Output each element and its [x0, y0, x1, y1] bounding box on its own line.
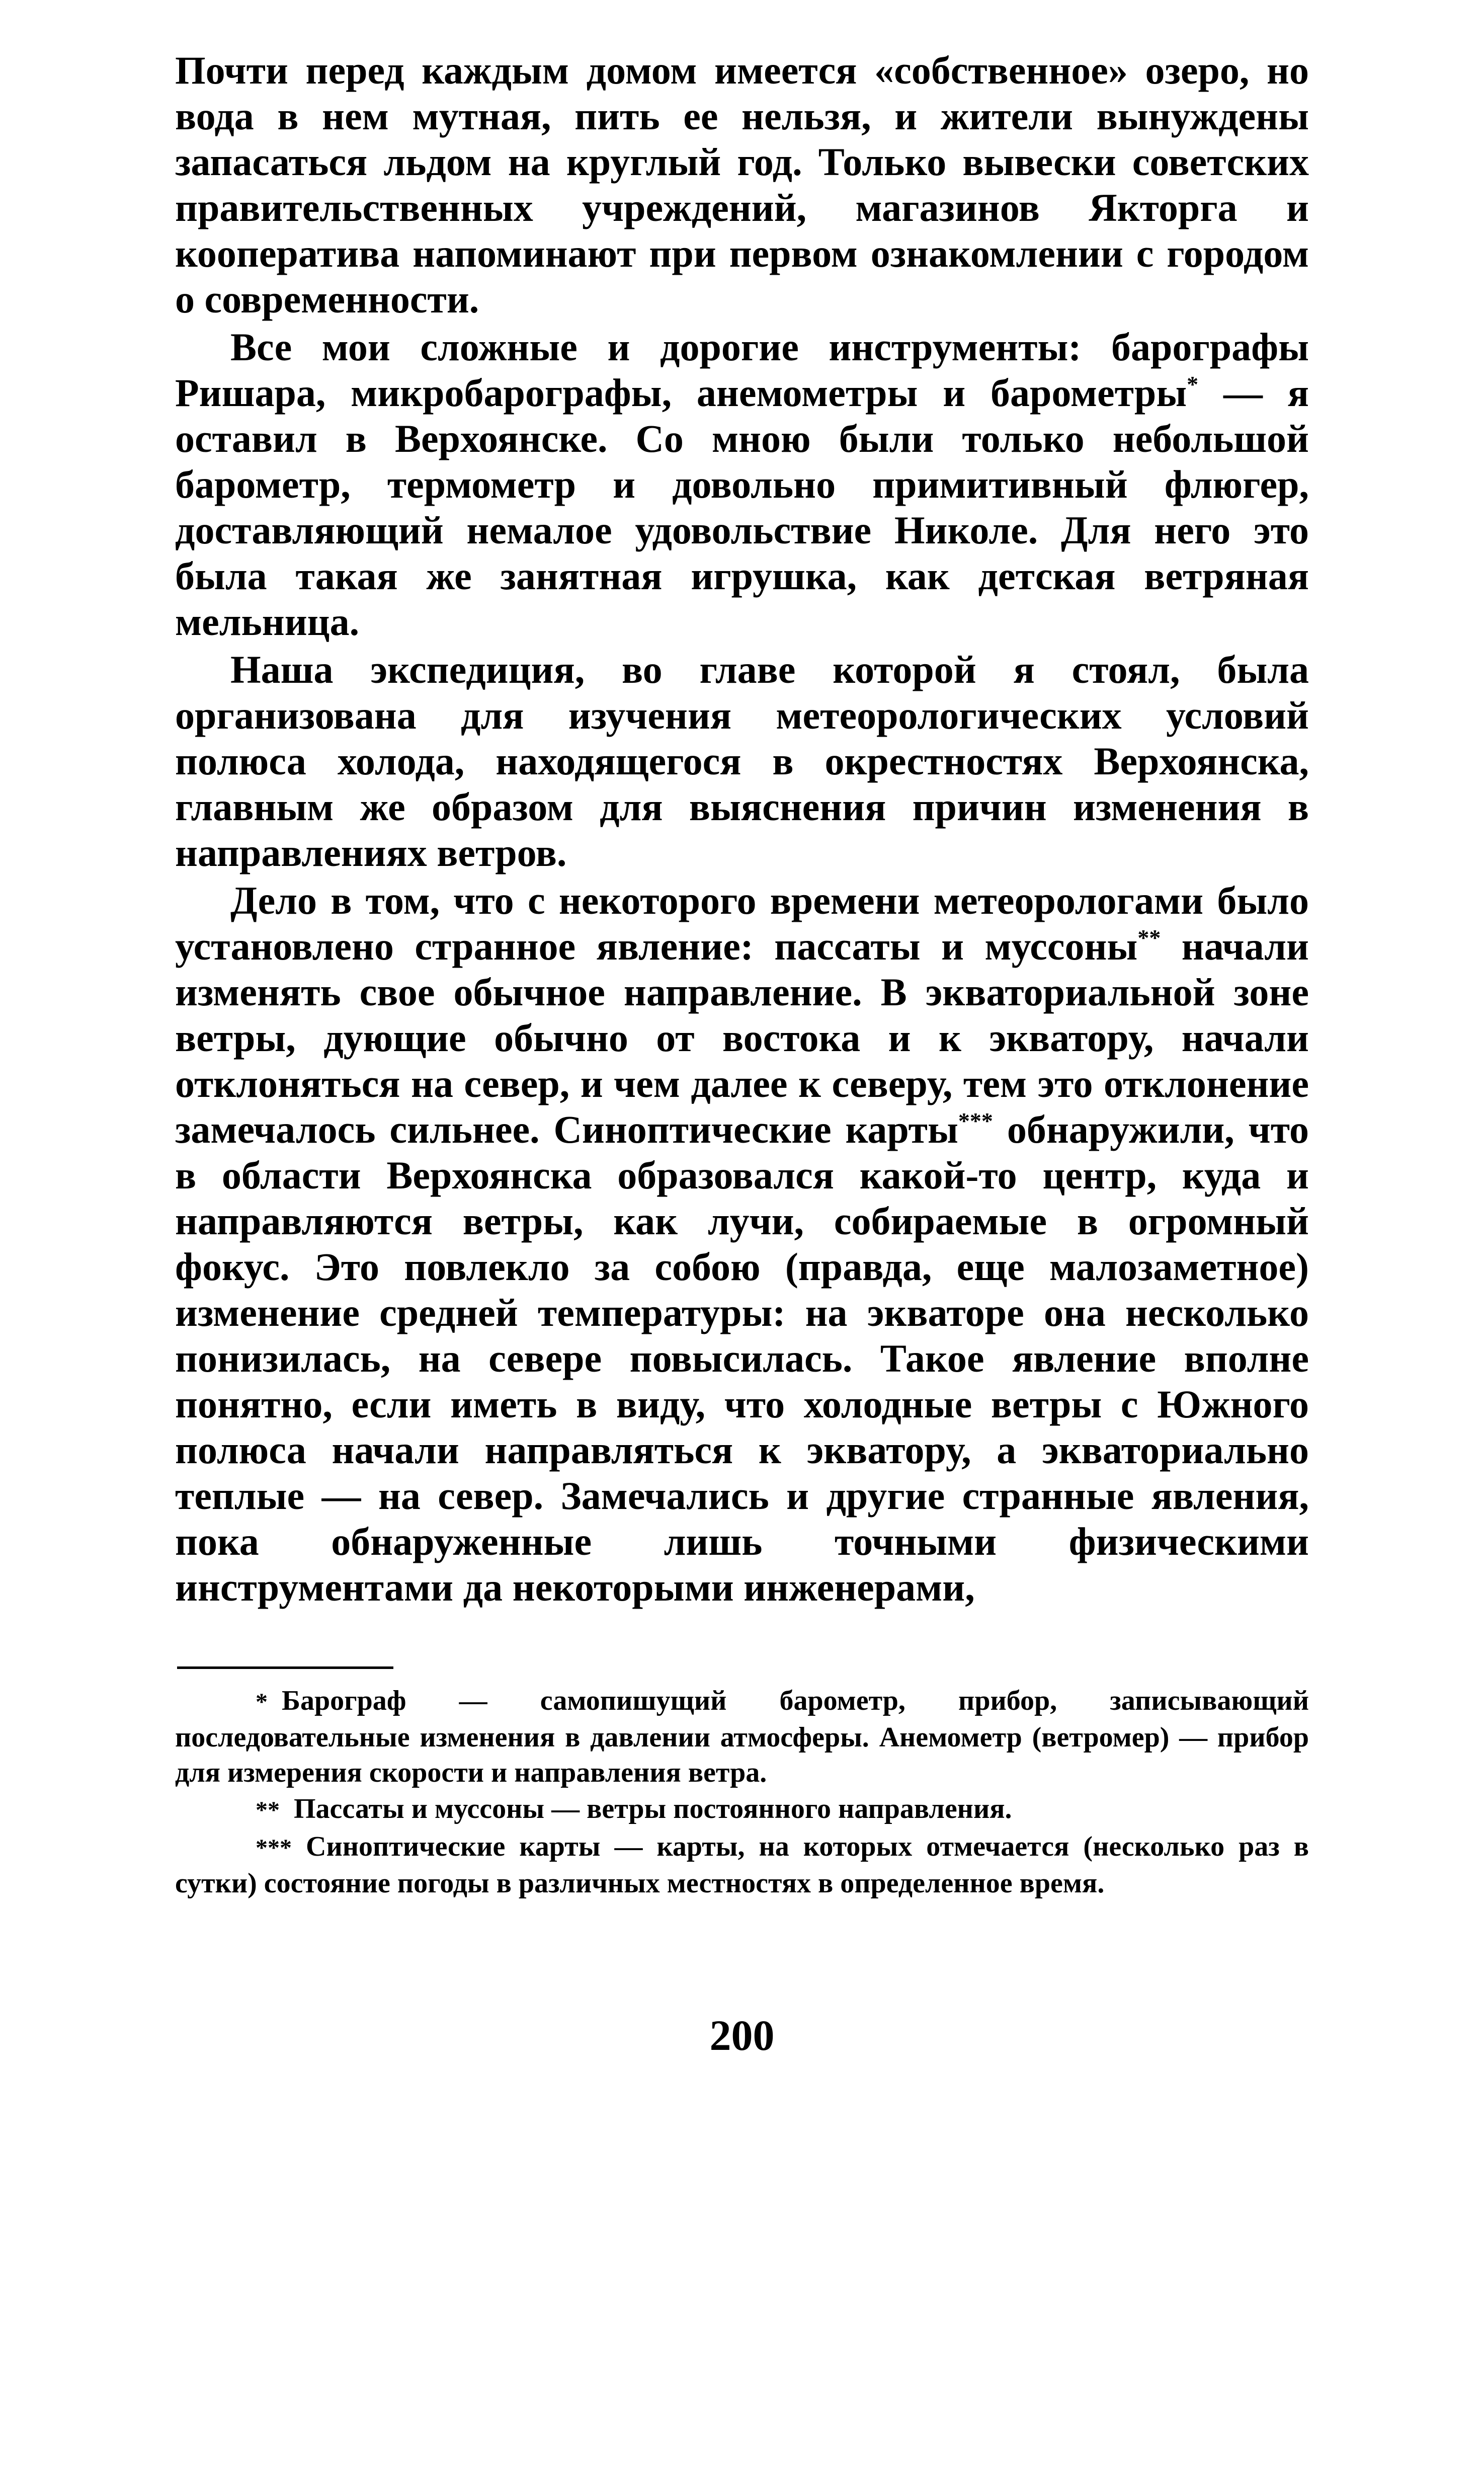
paragraph-text: — я оставил в Верхоянске. Со мною были только небольшой барометр, термометр и довольно примитивный флюгер, доставляющий немалое удовольствие Николе. Для него это была такая же занятная игрушка, как детская ветряная мельница.: [175, 371, 1309, 644]
paragraph-text: начали изменять свое обычное направление. В экваториальной зоне ветры, дующие обычно от востока и к экватору, начали отклоняться на север, и чем далее к северу, тем это отклонение замечалось сильнее. Синоптические карты: [175, 924, 1309, 1151]
main-text: [175, 47, 1309, 1610]
footnote-text: Барограф — самопишущий барометр, прибор, записывающий последовательные изменения в давлении атмосферы. Анемометр (ветромер) — прибор для измерения скорости и направления ветра.: [175, 1685, 1309, 1788]
paragraph-text: Все мои сложные и дорогие инструменты: барографы Ришара, микробарографы, анемометры и барометры: [175, 325, 1309, 415]
page-number: 200: [709, 2011, 775, 2059]
paragraph: [175, 878, 1309, 1610]
footnote-text: Пассаты и муссоны — ветры постоянного направления.: [294, 1793, 1012, 1824]
paragraph-text: Наша экспедиция, во главе которой я стоял, была организована для изучения метеорологических условий полюса холода, находящегося в окрестностях Верхоянска, главным же образом для выяснения причин изменения в направлениях ветров.: [175, 648, 1309, 874]
footnote-mark: ***: [256, 1835, 292, 1861]
footnotes: [175, 1683, 1309, 1902]
footnote-reference: ***: [958, 1108, 993, 1134]
footnote: [175, 1683, 1309, 1790]
footnote-text: Синоптические карты — карты, на которых отмечается (несколько раз в сутки) состояние погоды в различных местностях в определенное время.: [175, 1831, 1309, 1899]
paragraph-text: обнаружили, что в области Верхоянска образовался какой-то центр, куда и направляются ветры, как лучи, собираемые в огромный фокус. Это повлекло за собою (правда, еще малозаметное) изменение средней температуры: на экваторе она несколько понизилась, на севере повысилась. Такое явление вполне понятно, если иметь в виду, что холодные ветры с Южного полюса начали направляться к экватору, а экваториально теплые — на север. Замечались и другие странные явления, пока обнаруженные лишь точными физическими инструментами да некоторыми инженерами,: [175, 1107, 1309, 1609]
footnote: [175, 1829, 1309, 1901]
paragraph-text: Дело в том, что с некоторого времени метеорологами было установлено странное явление: пассаты и муссоны: [175, 879, 1309, 968]
footnote-separator: [177, 1666, 393, 1669]
paragraph: [175, 47, 1309, 322]
paragraph: [175, 324, 1309, 645]
footnote-reference: **: [1137, 925, 1161, 950]
footnote-reference: *: [1187, 371, 1199, 397]
paragraph-text: Почти перед каждым домом имеется «собственное» озеро, но вода в нем мутная, пить ее нельзя, и жители вынуждены запасаться льдом на круглый год. Только вывески советских правительственных учреждений, магазинов Якторга и кооператива напоминают при первом ознакомлении с городом о современности.: [175, 48, 1309, 321]
paragraph: [175, 647, 1309, 876]
footnote-mark: *: [256, 1689, 268, 1715]
footnote: [175, 1791, 1309, 1828]
footnote-mark: **: [256, 1797, 280, 1823]
